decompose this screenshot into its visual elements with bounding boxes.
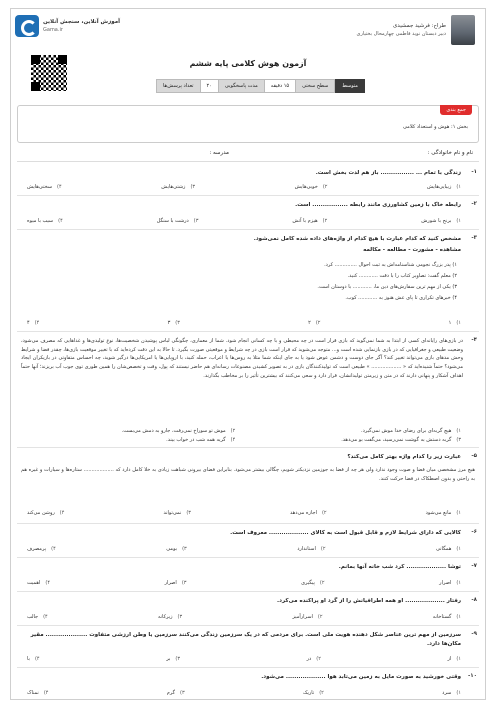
option-3[interactable]: ۳) بومی [166, 546, 187, 552]
question-text: مشخص کنید که کدام عبارت با هیچ کدام از واژه‌های داده شده کامل نمی‌شود. [253, 236, 461, 242]
question-text: عبارت زیر را کدام واژه بهتر کامل می‌کند؟ [347, 454, 461, 460]
option-4[interactable]: ۴) جالب [27, 614, 48, 620]
site-title: آموزش آنلاین، سنجش آنلاین [43, 19, 121, 25]
difficulty-label: سطح سختی [295, 79, 335, 93]
option-2[interactable]: ۲) تاریک [303, 690, 324, 696]
option-2[interactable]: ۲) پیگیری [301, 580, 325, 586]
question-10 [17, 670, 479, 700]
question-number: ۸- [471, 597, 477, 603]
option-4[interactable]: ۴) سیب با میوه [27, 218, 63, 224]
options-row [27, 546, 461, 552]
option-2[interactable]: ۲) اسرارآمیز [292, 614, 323, 620]
author-photo [451, 15, 475, 45]
option-1[interactable]: ۱) برنج با شورش [421, 218, 461, 224]
question-text: رفتار ................... او همه اطرافیانش را از گرد او پراکنده می‌کرد. [277, 598, 461, 604]
question-number: ۳- [471, 235, 477, 241]
duration-value: ۱۵ دقیقه [265, 79, 295, 93]
sentence-3: ۳) یکی از مهم ترین سفارش‌های دین ما، ............ با دوستان است. [317, 284, 457, 290]
question-4 [17, 334, 479, 448]
option-4[interactable]: ۴) روشن می‌کند [27, 510, 65, 516]
option-1[interactable]: ۱) اصرار [439, 580, 461, 586]
question-number: ۴- [471, 337, 477, 343]
options-row [27, 320, 461, 326]
option-3[interactable]: ۳) اصرار [164, 580, 187, 586]
question-text: رابطه خاک با زمین کشاورزی مانند رابطه ................. است. [295, 202, 461, 208]
question-number: ۵- [471, 453, 477, 459]
exam-title: آزمون هوش کلامی پایه ششم [189, 59, 307, 68]
section-tag: جمع بندی [440, 105, 472, 115]
question-5 [17, 450, 479, 524]
question-number: ۷- [471, 563, 477, 569]
difficulty-value: متوسط [335, 79, 365, 93]
option-1[interactable]: ۱) ۱ [448, 320, 461, 326]
option-3[interactable]: ۳) بر [166, 656, 180, 662]
sentence-2: ۲) معلم گفت: تصاویر کتاب را با دقت ............ کنید. [347, 273, 457, 279]
options-row [27, 218, 461, 224]
option-2[interactable]: ۲) اجازه می‌دهد [290, 510, 327, 516]
question-number: ۱- [471, 169, 477, 175]
gama-logo-icon [15, 15, 39, 37]
question-hint: مشاهده - مشورت - مطالعه - مکالمه [363, 247, 461, 253]
question-text: زندگی با تمام ... ................ باز هم لذت بخش است. [315, 170, 461, 176]
option-1[interactable]: ۱) هیچ گربه‌ای برای رضای خدا موش نمی‌گیرد. [361, 428, 461, 434]
options-row [27, 184, 461, 190]
options-row [27, 614, 461, 620]
question-9 [17, 628, 479, 668]
options-grid [27, 428, 461, 443]
options-row [27, 690, 461, 696]
exam-info-bar [156, 79, 365, 93]
question-text: کالایی که دارای شرایط لازم و قابل قبول است به کالای ................... معروف است. [230, 530, 461, 536]
question-passage: هیچ مرز مشخصی میان فضا و صوت وجود ندارد ولی هر چه از فضا به جوزمین نزدیکتر شویم، چگالی بیشتر می‌شود. بنابراین فضای بیرونی شباهت زیادی به خلا کامل دارد که ................... ستاره‌ها و سیارات و غیره هم به راحتی و بدون اصطکاک در فضا حرکت کنند. [21, 467, 475, 482]
exam-page [10, 8, 486, 700]
options-row [27, 580, 461, 586]
option-3[interactable]: ۳) زشتی‌هایش [161, 184, 196, 190]
option-1[interactable]: ۱) مانع می‌شود [425, 510, 461, 516]
student-info-bar [17, 146, 479, 162]
author-role: دبیر دبستان نوید فاطمی چهارمحال بختیاری [356, 31, 446, 37]
author-block [357, 15, 475, 45]
author-name: طراح: فرشید جمشیدی [393, 23, 446, 29]
sentence-1: ۱) پدر بزرگ نجومی شناسنامه‌اش به ثبت احوال .............. کرد. [324, 262, 457, 268]
duration-label: مدت پاسخگویی [218, 79, 265, 93]
option-1[interactable]: ۱) سرد [442, 690, 461, 696]
option-2[interactable]: ۲) هیزم با آتش [292, 218, 328, 224]
options-row [27, 656, 461, 662]
option-1[interactable]: ۱) گستاخانه [432, 614, 461, 620]
option-4[interactable]: ۴) نمناک [27, 690, 49, 696]
section-box [17, 105, 479, 143]
question-1 [17, 166, 479, 196]
name-label: نام و نام خانوادگی : [427, 150, 473, 156]
option-4[interactable]: ۴) با [27, 656, 40, 662]
option-1[interactable]: ۱) زیبایی‌هایش [427, 184, 461, 190]
option-4[interactable]: ۴) گربه همه شب در خواب بیند. [166, 437, 236, 443]
option-3[interactable]: ۳) گرم [166, 690, 185, 696]
option-2[interactable]: ۲) ۲ [308, 320, 321, 326]
question-passage: در بازی‌های رایانه‌ای کسی از ابتدا به شما نمی‌گوید که بازی قرار است در چه محیطی و با چه کسانی انجام شود. شما از معماری، چگونگی لباس پوشیدن شخصیت‌ها، نوع تولیدی‌ها و غذاهایی که مصرف می‌شود، وضعیت طبیعی و جغرافیایی که در بازی بازنمایی شده است و... متوجه می‌شوید که قرار است بازی در چه شرایط و موقعیتی صورت بگیرد. تا حالا به این دقت کرده‌اید که با تغییر موقعیت بازی‌ها، چقدر فضا و شرایط وحش مدهای بازی می‌تواند تغییر کند؟ آگر جای دوست و دشمن عوض شود یا به جای اینکه شما مثلا به روس‌ها یا اعراب، حمله کنید، با اروپایی‌ها یا امریکایی‌ها درگیر شوید، چه احساس متفاوتی در بازیکران ایجاد می‌شود؟ حتماً شنیده‌اید که « ................... » طبیعی است که تولیدکنندگان بازی در به تصویر کشیدن مصنوعات رسانه‌ای هم حاضر نیستند که پول، وقت و تخصص‌شان را همین طوری توی جوب آب بریزند؛ آنها حتماً اهداف آشکار و پنهانی دارند که در متن و زیرمتن تولیدانشان، قرار دارد و سعی می‌کنند که بیشترین تأثیر را بر مخاطب بگذارند. [21, 338, 463, 379]
option-3[interactable]: ۳) گربه دستش به گوشت نمی‌رسید، می‌گفت بو می‌دهد. [341, 437, 461, 443]
option-2[interactable]: ۲) موش تو سوراخ نمی‌رفت، جارو به دمش می‌بست. [121, 428, 236, 434]
question-text: سرزمین از مهم ترین عناصر شکل دهنده هویت ملی است. برای مردمی که در یک سرزمین زندگی می‌کنند سرزمین یا وطن ارزشی متفاوت .................... مقیر مکان‌ها دارد. [30, 632, 461, 647]
question-3 [17, 232, 479, 332]
question-text: توشا ................... کرد شب خانه آنها بمانم. [338, 564, 461, 570]
sentence-list [97, 260, 457, 304]
question-8 [17, 594, 479, 626]
option-1[interactable]: ۱) از [447, 656, 461, 662]
option-1[interactable]: ۱) همگانی [435, 546, 461, 552]
question-7 [17, 560, 479, 592]
school-label: مدرسه : [209, 150, 229, 156]
option-3[interactable]: ۳) زیرکانه [157, 614, 183, 620]
option-4[interactable]: ۴) سختی‌هایش [27, 184, 62, 190]
question-2 [17, 198, 479, 230]
option-3[interactable]: ۳) درشت با سنگل [156, 218, 199, 224]
options-row [27, 510, 461, 516]
exam-header [11, 9, 485, 95]
question-number: ۱۰- [467, 673, 477, 679]
question-number: ۲- [471, 201, 477, 207]
section-subtitle: بخش ۱: هوش و استعداد کلامی [402, 124, 468, 130]
option-3[interactable]: ۳) ۳ [167, 320, 180, 326]
question-number: ۶- [471, 529, 477, 535]
site-logo[interactable] [15, 15, 120, 37]
option-2[interactable]: ۲) در [306, 656, 321, 662]
option-4[interactable]: ۴) پرمصرف [27, 546, 56, 552]
question-count-label: تعداد پرسش‌ها [156, 79, 201, 93]
question-number: ۹- [471, 631, 477, 637]
option-3[interactable]: ۳) نمی‌تواند [163, 510, 191, 516]
question-6 [17, 526, 479, 558]
question-count-value: ۲۰ [201, 79, 218, 93]
sentence-4: ۴) خبرهای تکراری تا پای عش هنوز به ............ کوب. [345, 295, 457, 301]
option-2[interactable]: ۲) استاندارد [297, 546, 326, 552]
option-2[interactable]: ۲) خوبی‌هایش [294, 184, 328, 190]
site-url: Gama.ir [43, 27, 63, 33]
option-4[interactable]: ۴) ۴ [27, 320, 40, 326]
question-text: وقتی خورشید به صورت مایل به زمین می‌تابد هوا ................... می‌شود. [261, 674, 461, 680]
option-4[interactable]: ۴) اهمیت [27, 580, 50, 586]
